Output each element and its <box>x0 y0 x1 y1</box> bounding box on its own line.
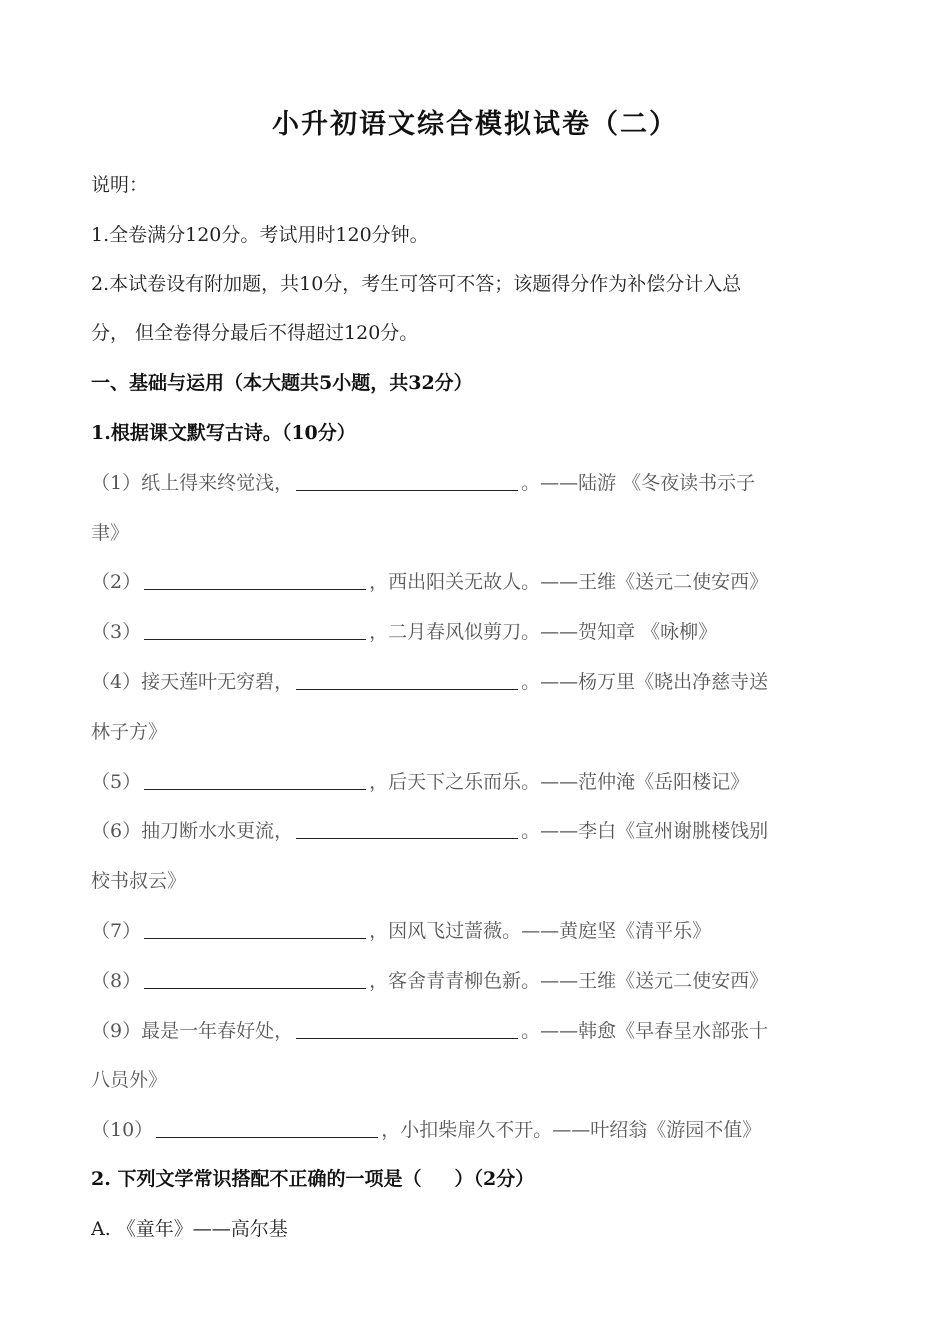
poem-item <box>91 818 768 844</box>
item-suffix: ，西出阳关无故人。——王维《送元二使安西》 <box>369 571 769 593</box>
instruction-item-2: 2.本试卷设有附加题，共10分，考生可答可不答；该题得分作为补偿分计入总 <box>91 273 742 295</box>
item-prefix: 纸上得来终觉浅， <box>141 472 294 494</box>
instructions-heading: 说明： <box>91 174 149 196</box>
answer-blank[interactable] <box>144 769 366 790</box>
item-number: （2） <box>91 571 142 593</box>
answer-blank[interactable] <box>144 619 366 640</box>
poem-item-wrap: 校书叔云》 <box>91 870 187 892</box>
item-suffix: ，客舍青青柳色新。——王维《送元二使安西》 <box>369 970 769 992</box>
question-2-option-a: A. 《童年》——高尔基 <box>91 1218 288 1240</box>
answer-blank[interactable] <box>144 569 366 590</box>
poem-item <box>91 1117 761 1143</box>
poem-item-wrap: 聿》 <box>91 522 130 544</box>
poem-item <box>91 619 717 645</box>
poem-item-wrap: 八员外》 <box>91 1069 168 1091</box>
answer-blank[interactable] <box>156 1117 378 1138</box>
item-prefix: 最是一年春好处， <box>141 1020 294 1042</box>
item-prefix: 接天莲叶无穷碧， <box>141 671 294 693</box>
item-number: （4） <box>91 671 142 693</box>
item-number: （3） <box>91 621 142 643</box>
instruction-item-1: 1.全卷满分120分。考试用时120分钟。 <box>91 224 429 246</box>
section-heading: 一、基础与运用（本大题共5小题，共32分） <box>91 372 473 394</box>
answer-blank[interactable] <box>296 1018 518 1039</box>
instruction-item-2-cont: 分， 但全卷得分最后不得超过120分。 <box>91 322 419 344</box>
question-2-title: 2. 下列文学常识搭配不正确的一项是（ ）（2分） <box>91 1168 535 1190</box>
item-number: （1） <box>91 472 142 494</box>
item-suffix: ，二月春风似剪刀。——贺知章 《咏柳》 <box>369 621 718 643</box>
poem-item <box>91 1018 768 1044</box>
poem-item <box>91 918 711 944</box>
answer-blank[interactable] <box>144 918 366 939</box>
item-number: （10） <box>91 1119 154 1141</box>
answer-blank[interactable] <box>296 669 518 690</box>
item-number: （6） <box>91 820 142 842</box>
page-title: 小升初语文综合模拟试卷（二） <box>272 109 678 140</box>
item-suffix: 。——李白《宣州谢朓楼饯别 <box>521 820 769 842</box>
item-number: （8） <box>91 970 142 992</box>
item-suffix: ，后天下之乐而乐。——范仲淹《岳阳楼记》 <box>369 771 750 793</box>
poem-item <box>91 569 768 595</box>
poem-item-wrap: 林子方》 <box>91 721 168 743</box>
question-1-title: 1.根据课文默写古诗。（10分） <box>91 422 356 444</box>
poem-item <box>91 769 749 795</box>
item-suffix: 。——杨万里《晓出净慈寺送 <box>521 671 769 693</box>
poem-item <box>91 669 768 695</box>
poem-item <box>91 968 768 994</box>
item-suffix: 。——陆游 《冬夜读书示子 <box>521 472 756 494</box>
item-suffix: ，小扣柴扉久不开。——叶绍翁《游园不值》 <box>381 1119 762 1141</box>
answer-blank[interactable] <box>296 470 518 491</box>
answer-blank[interactable] <box>296 818 518 839</box>
poem-item <box>91 470 755 496</box>
item-number: （9） <box>91 1020 142 1042</box>
answer-blank[interactable] <box>144 968 366 989</box>
item-number: （5） <box>91 771 142 793</box>
item-suffix: ，因风飞过蔷薇。——黄庭坚《清平乐》 <box>369 920 712 942</box>
item-suffix: 。——韩愈《早春呈水部张十 <box>521 1020 769 1042</box>
item-prefix: 抽刀断水水更流， <box>141 820 294 842</box>
item-number: （7） <box>91 920 142 942</box>
